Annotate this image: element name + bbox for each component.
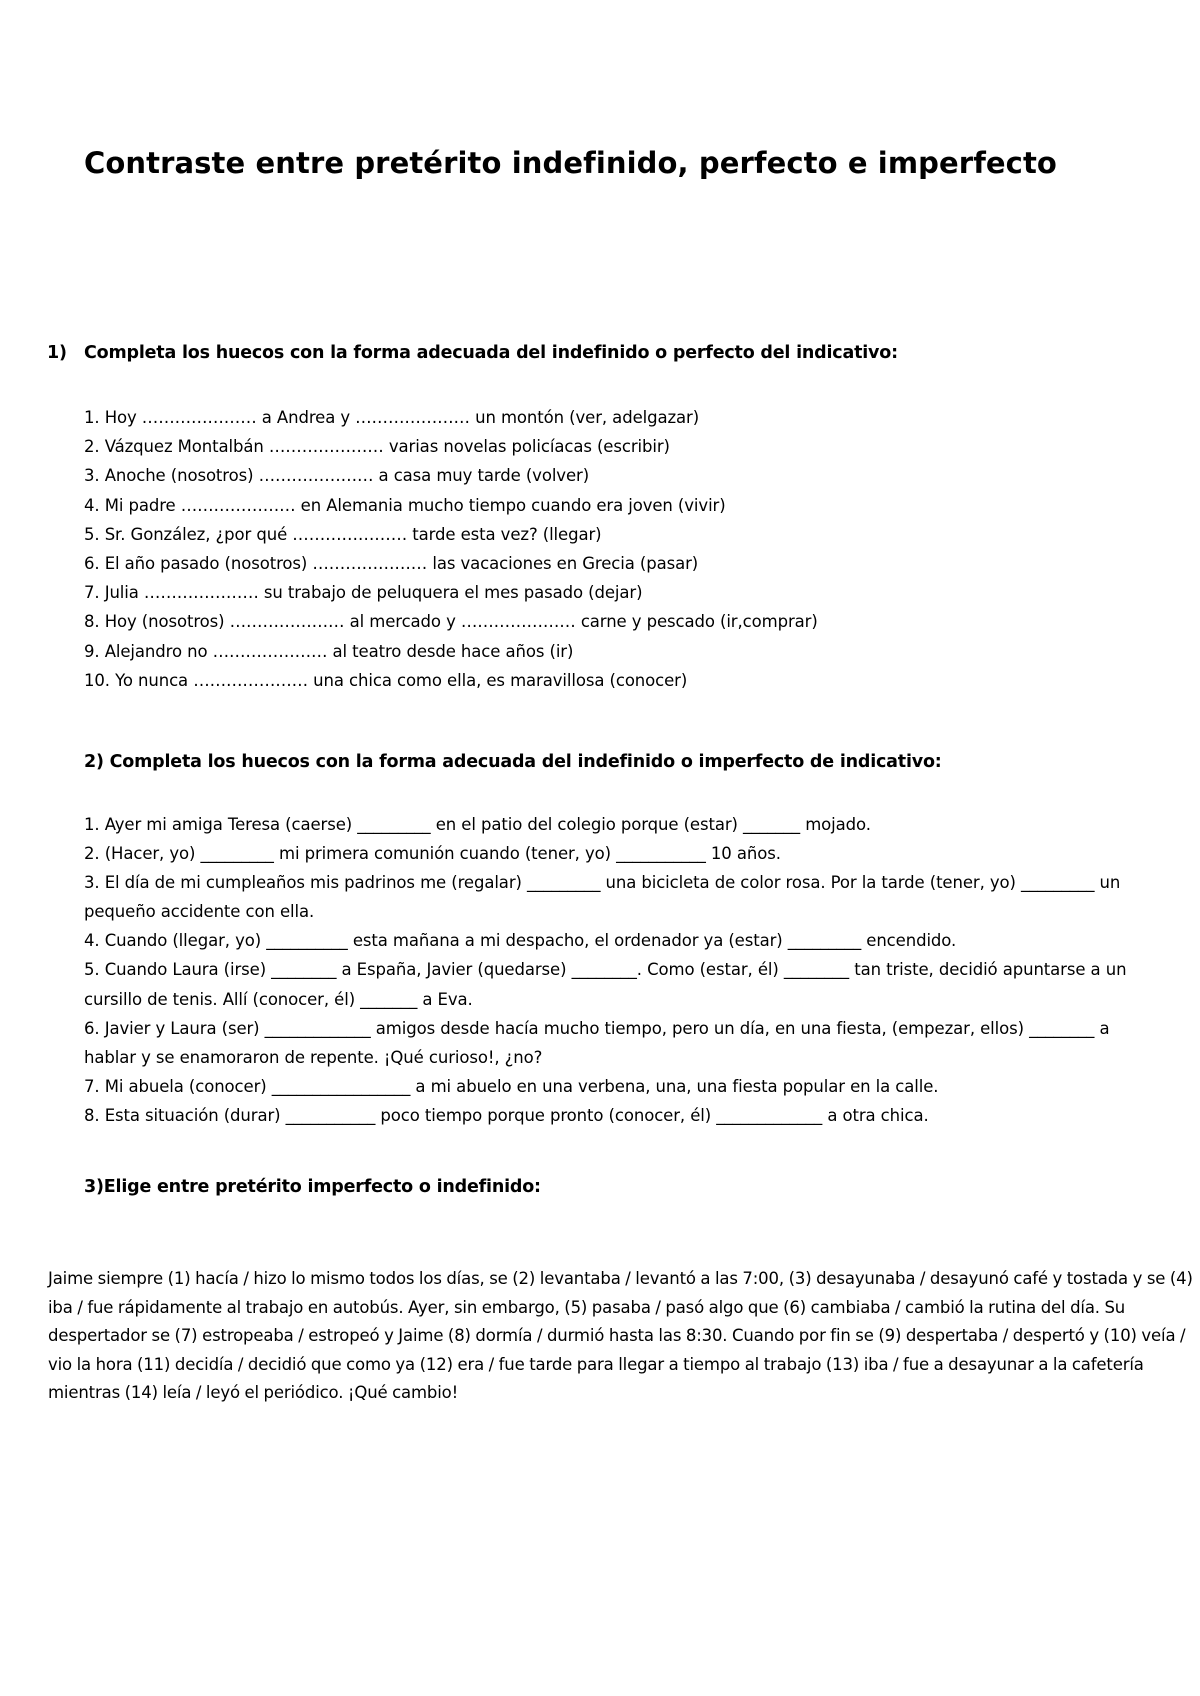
exercise-item: 7. Mi abuela (conocer) _________________ a mi abuelo en una verbena, una, una fiesta popular en la calle. bbox=[84, 1076, 939, 1096]
section-3-heading: 3)Elige entre pretérito imperfecto o indefinido: bbox=[84, 1177, 541, 1197]
exercise-item: 1. Ayer mi amiga Teresa (caerse) _________ en el patio del colegio porque (estar) _______ mojado. bbox=[84, 815, 871, 834]
exercise-item: 5. Sr. González, ¿por qué ………………… tarde esta vez? (llegar) bbox=[84, 524, 602, 544]
exercise-item: 2. (Hacer, yo) _________ mi primera comunión cuando (tener, yo) ___________ 10 años. bbox=[84, 844, 781, 864]
exercise-item: 5. Cuando Laura (irse) ________ a España, Javier (quedarse) ________. Como (estar, él) ________ tan triste, decidió apuntarse a un cursillo de tenis. Allí (conocer, él) _______ a Eva. bbox=[84, 960, 1127, 1009]
exercise-item: 1. Hoy ………………… a Andrea y ………………… un montón (ver, adelgazar) bbox=[84, 408, 700, 427]
exercise-item: 2. Vázquez Montalbán ………………… varias novelas policíacas (escribir) bbox=[84, 437, 670, 457]
exercise-item: 4. Mi padre ………………… en Alemania mucho tiempo cuando era joven (vivir) bbox=[84, 495, 726, 515]
exercise-item: 10. Yo nunca ………………… una chica como ella, es maravillosa (conocer) bbox=[84, 670, 688, 690]
section-3-paragraph: Jaime siempre (1) hacía / hizo lo mismo todos los días, se (2) levantaba / levantó a las 7:00, (3) desayunaba / desayunó café y tostada y se (4) iba / fue rápidamente al trabajo en autobús. Ayer, sin embargo, (5) pasaba / pasó algo que (6) cambiaba / cambió la rutina del día. Su despertador se (7) estropeaba / estropeó y Jaime (8) dormía / durmió hasta las 8:30. Cuando por fin se (9) despertaba / despertó y (10) veía / vio la hora (11) decidía / decidió que como ya (12) era / fue tarde para llegar a tiempo al trabajo (13) iba / fue a desayunar a la cafetería mientras (14) leía / leyó el periódico. ¡Qué cambio! bbox=[48, 1269, 1193, 1403]
page-title: Contraste entre pretérito indefinido, perfecto e imperfecto bbox=[84, 146, 1057, 180]
section-1-heading bbox=[47, 343, 898, 363]
exercise-item: 7. Julia ………………… su trabajo de peluquera el mes pasado (dejar) bbox=[84, 583, 643, 603]
exercise-item: 8. Esta situación (durar) ___________ poco tiempo porque pronto (conocer, él) _____________ a otra chica. bbox=[84, 1105, 929, 1125]
exercise-item: 4. Cuando (llegar, yo) __________ esta mañana a mi despacho, el ordenador ya (estar) _________ encendido. bbox=[84, 931, 957, 951]
section-1-number: 1) bbox=[47, 343, 67, 363]
section-2-heading: 2) Completa los huecos con la forma adecuada del indefinido o imperfecto de indicativo: bbox=[84, 752, 942, 772]
exercise-item: 6. El año pasado (nosotros) ………………… las vacaciones en Grecia (pasar) bbox=[84, 554, 699, 574]
section-1-heading-text: Completa los huecos con la forma adecuada del indefinido o perfecto del indicativo: bbox=[84, 343, 898, 363]
exercise-item: 6. Javier y Laura (ser) _____________ amigos desde hacía mucho tiempo, pero un día, en una fiesta, (empezar, ellos) ________ a hablar y se enamoraron de repente. ¡Qué curioso!, ¿no? bbox=[84, 1018, 1110, 1067]
exercise-item: 8. Hoy (nosotros) ………………… al mercado y ………………… carne y pescado (ir,comprar) bbox=[84, 612, 818, 632]
exercise-item: 3. El día de mi cumpleaños mis padrinos me (regalar) _________ una bicicleta de color rosa. Por la tarde (tener, yo) _________ un pequeño accidente con ella. bbox=[84, 873, 1121, 922]
exercise-item: 3. Anoche (nosotros) ………………… a casa muy tarde (volver) bbox=[84, 466, 590, 486]
section-1-exercise-list bbox=[84, 403, 818, 695]
section-2-exercise-list bbox=[84, 810, 1164, 1130]
exercise-item: 9. Alejandro no ………………… al teatro desde hace años (ir) bbox=[84, 641, 574, 661]
